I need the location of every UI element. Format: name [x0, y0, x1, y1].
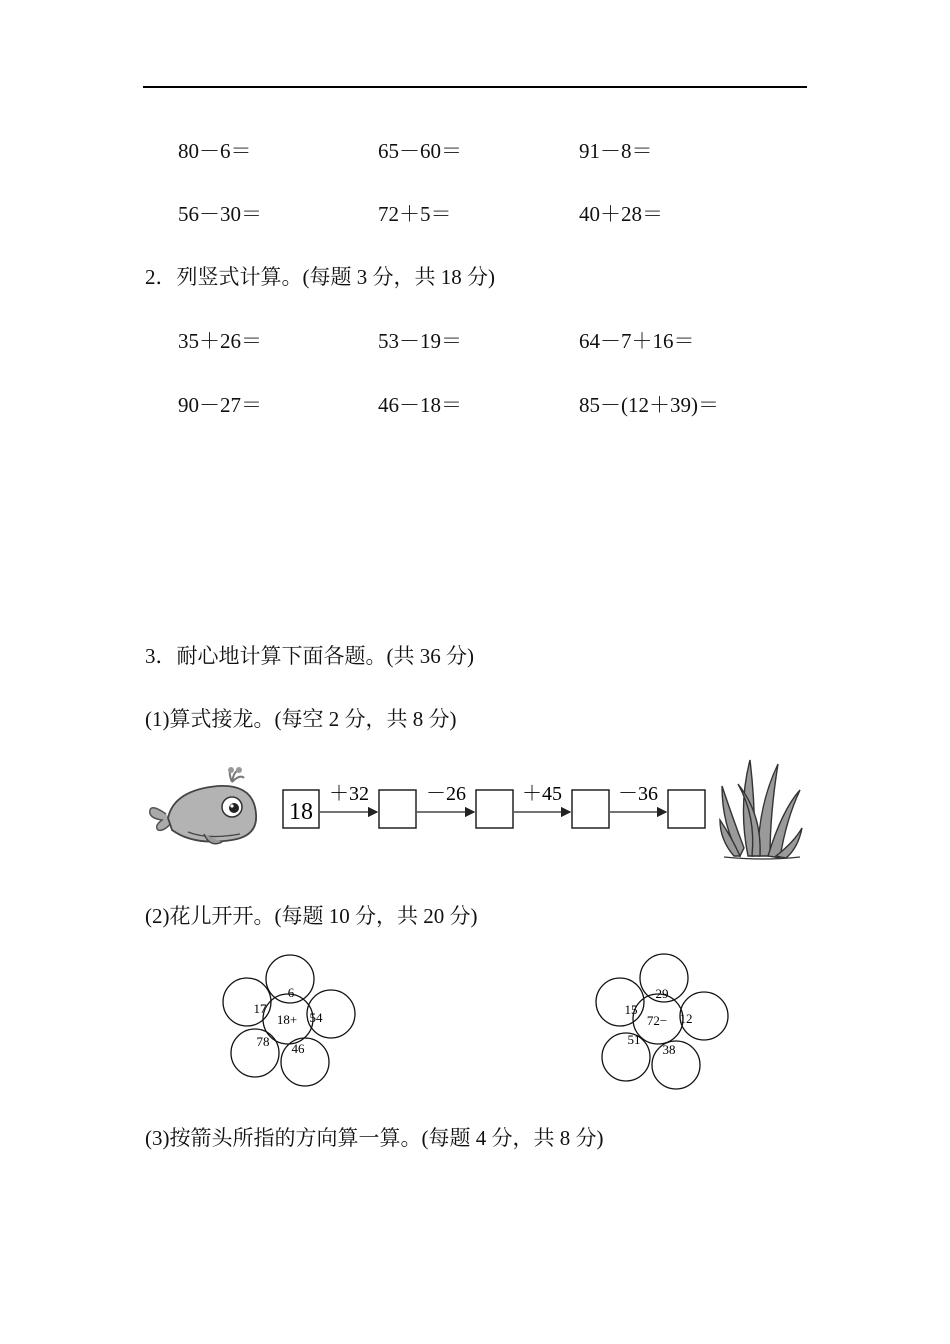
- petal-number: 12: [679, 1011, 693, 1026]
- petal-number: 54: [309, 1010, 323, 1025]
- problem: 56－30＝: [178, 202, 262, 226]
- petal-number: 17: [253, 1001, 267, 1016]
- flower-center: 72−: [646, 1013, 668, 1028]
- grass-icon: [718, 756, 804, 860]
- petal-number: 51: [627, 1032, 641, 1047]
- problem: 90－27＝: [178, 393, 262, 417]
- whale-icon: [148, 764, 260, 854]
- problem: 35＋26＝: [178, 329, 262, 353]
- flower-puzzle-1: [220, 950, 360, 1092]
- problem: 40＋28＝: [579, 202, 663, 226]
- problem: 53－19＝: [378, 329, 462, 353]
- part-2-heading: (2)花儿开开。(每题 10 分，共 20 分): [145, 904, 478, 928]
- petal-number: 29: [655, 986, 669, 1001]
- problem: 80－6＝: [178, 139, 252, 163]
- problem: 72＋5＝: [378, 202, 452, 226]
- flower-puzzle-2: [592, 950, 732, 1092]
- problem: 85－(12＋39)＝: [579, 393, 719, 417]
- start-value: 18: [289, 799, 313, 825]
- problem: 46－18＝: [378, 393, 462, 417]
- part-1-heading: (1)算式接龙。(每空 2 分，共 8 分): [145, 707, 457, 731]
- petal-number: 15: [624, 1002, 638, 1017]
- answer-box[interactable]: [668, 790, 705, 828]
- petal-number: 6: [287, 985, 295, 1000]
- answer-box[interactable]: [476, 790, 513, 828]
- op-label: －36: [618, 783, 658, 805]
- problem: 64－7＋16＝: [579, 329, 695, 353]
- answer-box[interactable]: [379, 790, 416, 828]
- top-rule: [143, 86, 807, 88]
- petal-number: 78: [256, 1034, 270, 1049]
- problem: 91－8＝: [579, 139, 653, 163]
- answer-box[interactable]: [572, 790, 609, 828]
- part-3-heading: (3)按箭头所指的方向算一算。(每题 4 分，共 8 分): [145, 1126, 604, 1150]
- section-3-heading: 3．耐心地计算下面各题。(共 36 分): [145, 644, 474, 668]
- calculation-chain: [280, 776, 710, 834]
- op-label: －26: [426, 783, 466, 805]
- flower-center: 18+: [276, 1012, 298, 1027]
- problem: 65－60＝: [378, 139, 462, 163]
- section-2-heading: 2．列竖式计算。(每题 3 分，共 18 分): [145, 265, 495, 289]
- petal-number: 38: [662, 1042, 676, 1057]
- op-label: ＋45: [522, 783, 562, 805]
- petal-number: 46: [291, 1041, 305, 1056]
- op-label: ＋32: [329, 783, 369, 805]
